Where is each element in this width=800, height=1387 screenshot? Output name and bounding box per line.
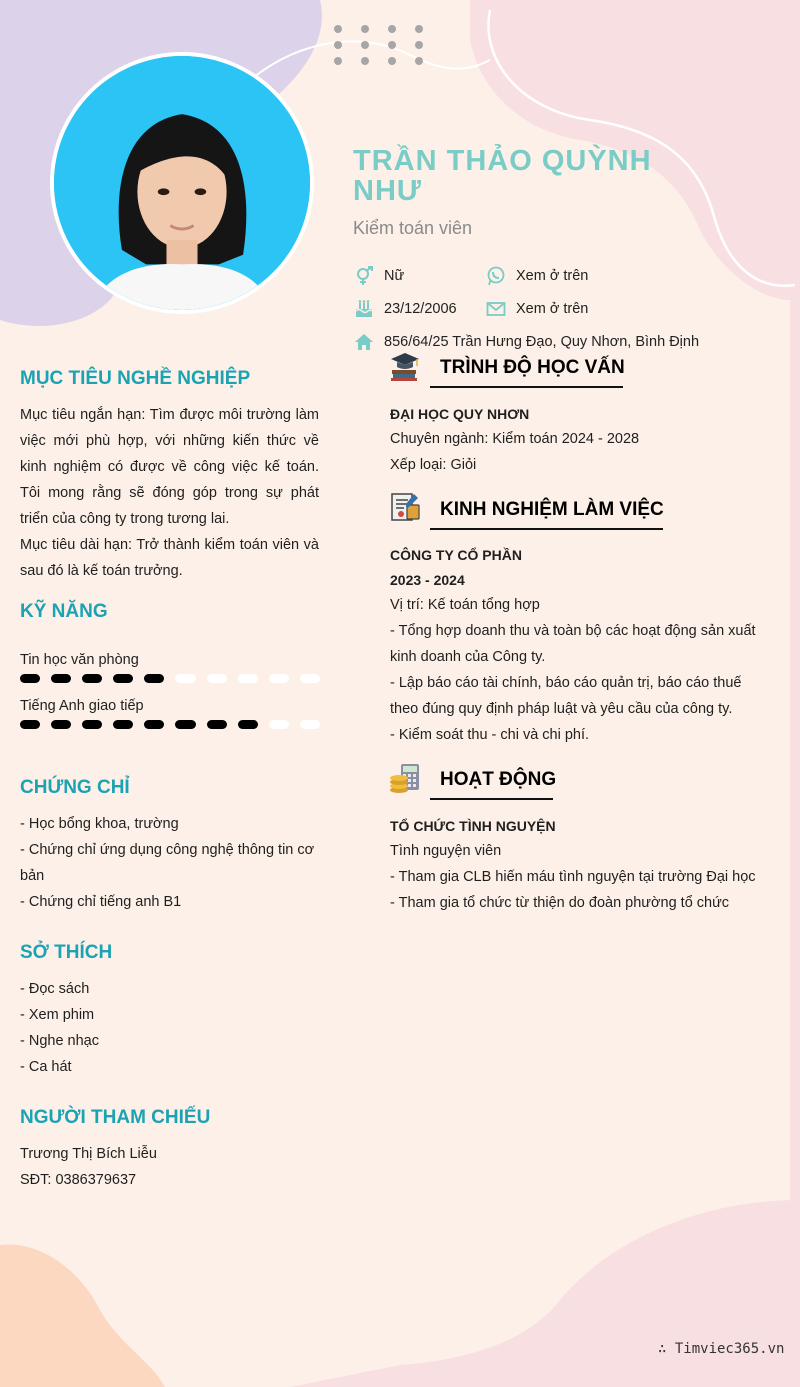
skill-segment-filled (238, 720, 258, 729)
skill-segment-filled (20, 720, 40, 729)
envelope-icon (485, 299, 507, 319)
experience-underline (430, 528, 663, 530)
hobbies-list (20, 976, 330, 1080)
reference-name: Trương Thị Bích Liễu (20, 1146, 157, 1162)
skill-segment-filled (207, 720, 227, 729)
certificate-item: - Chứng chỉ ứng dụng công nghệ thông tin cơ bản (20, 842, 315, 884)
experience-duty: - Lập báo cáo tài chính, báo cáo quản trị, báo cáo thuế theo đúng quy định pháp luật và yêu cầu của công ty. (390, 675, 742, 717)
skill-bar-english (20, 720, 320, 732)
hobby-item: - Xem phim (20, 1007, 95, 1023)
experience-duty: - Tổng hợp doanh thu và toàn bộ các hoạt động sản xuất kinh doanh của Công ty. (390, 623, 756, 665)
email-row (485, 299, 588, 319)
objective-long: Mục tiêu dài hạn: Trở thành kiểm toán viên và sau đó là kế toán trưởng. (20, 537, 319, 579)
portrait-illustration (54, 56, 310, 310)
phone-icon (485, 266, 507, 286)
certificates-list (20, 811, 325, 915)
skills-title: KỸ NĂNG (20, 601, 108, 622)
brand-watermark[interactable]: ∴ Timviec365.vn (658, 1341, 785, 1357)
phone-row (485, 266, 588, 286)
reference-phone: SĐT: 0386379637 (20, 1172, 137, 1188)
certificate-item: - Học bổng khoa, trường (20, 816, 179, 832)
experience-duty: - Kiểm soát thu - chi và chi phí. (390, 727, 590, 743)
skill-bar-office (20, 674, 320, 686)
references-list (20, 1141, 330, 1193)
briefcase-document-icon (389, 491, 421, 523)
activities-org: TỔ CHỨC TÌNH NGUYỆN (390, 818, 556, 834)
candidate-position: Kiểm toán viên (353, 218, 473, 238)
education-title: TRÌNH ĐỘ HỌC VẤN (440, 357, 625, 378)
skill-segment-empty (300, 674, 320, 683)
profile-photo (50, 52, 314, 314)
birthday-value: 23/12/2006 (384, 301, 457, 317)
skill-label-english: Tiếng Anh giao tiếp (20, 698, 144, 714)
education-underline (430, 386, 623, 388)
references-title: NGƯỜI THAM CHIẾU (20, 1107, 211, 1128)
home-icon (353, 332, 375, 352)
skill-segment-empty (238, 674, 258, 683)
skill-label-office: Tin học văn phòng (20, 652, 139, 668)
address-value: 856/64/25 Trần Hưng Đạo, Quy Nhơn, Bình Định (384, 334, 700, 350)
calculator-coins-icon (389, 762, 421, 794)
candidate-name: TRẦN THẢO QUỲNH NHƯ (353, 145, 652, 207)
certificate-item: - Chứng chỉ tiếng anh B1 (20, 894, 182, 910)
activities-role: Tình nguyện viên (390, 843, 502, 859)
birthday-row (353, 299, 457, 319)
objective-title: MỤC TIÊU NGHỀ NGHIỆP (20, 368, 251, 389)
skill-segment-filled (51, 720, 71, 729)
experience-role: Vị trí: Kế toán tổng hợp (390, 597, 540, 613)
skill-segment-filled (113, 720, 133, 729)
skill-segment-filled (144, 674, 164, 683)
education-major: Chuyên ngành: Kiểm toán 2024 - 2028 (390, 431, 640, 447)
skill-segment-empty (175, 674, 195, 683)
skill-segment-filled (175, 720, 195, 729)
education-school: ĐẠI HỌC QUY NHƠN (390, 406, 530, 422)
objective-short: Mục tiêu ngắn hạn: Tìm được môi trường làm việc mới phù hợp, với những kiến thức về kinh nghiệm có được về công việc kế toán. Tôi mong rằng sẽ đóng góp trong sự phát triển của công ty trong tương lai. (20, 407, 319, 527)
skill-segment-empty (269, 674, 289, 683)
hobby-item: - Đọc sách (20, 981, 90, 997)
experience-title: KINH NGHIỆM LÀM VIỆC (440, 499, 664, 520)
graduation-cap-icon (389, 350, 421, 382)
hobby-item: - Nghe nhạc (20, 1033, 99, 1049)
activity-item: - Tham gia CLB hiến máu tình nguyện tại trường Đại học (390, 869, 756, 885)
skill-segment-empty (269, 720, 289, 729)
skill-segment-filled (144, 720, 164, 729)
cake-icon (353, 299, 375, 319)
hobbies-title: SỞ THÍCH (20, 942, 113, 963)
address-row (353, 332, 699, 352)
experience-company: CÔNG TY CỔ PHẦN (390, 547, 522, 563)
gender-icon (353, 266, 375, 286)
education-grade: Xếp loại: Giỏi (390, 457, 477, 473)
skill-segment-filled (82, 674, 102, 683)
activities-title: HOẠT ĐỘNG (440, 769, 557, 790)
skill-segment-empty (207, 674, 227, 683)
experience-period: 2023 - 2024 (390, 572, 465, 588)
phone-value: Xem ở trên (516, 268, 589, 284)
experience-details (390, 592, 770, 748)
certificates-title: CHỨNG CHỈ (20, 777, 130, 798)
education-details (390, 426, 770, 478)
gender-value: Nữ (384, 268, 405, 284)
email-value: Xem ở trên (516, 301, 589, 317)
hobby-item: - Ca hát (20, 1059, 72, 1075)
activity-item: - Tham gia tổ chức từ thiện do đoàn phường tổ chức (390, 895, 730, 911)
skill-segment-empty (300, 720, 320, 729)
skill-segment-filled (51, 674, 71, 683)
gender-row (353, 266, 404, 286)
skill-segment-filled (20, 674, 40, 683)
skill-segment-filled (113, 674, 133, 683)
activities-details (390, 838, 770, 916)
skill-segment-filled (82, 720, 102, 729)
activities-underline (430, 798, 553, 800)
